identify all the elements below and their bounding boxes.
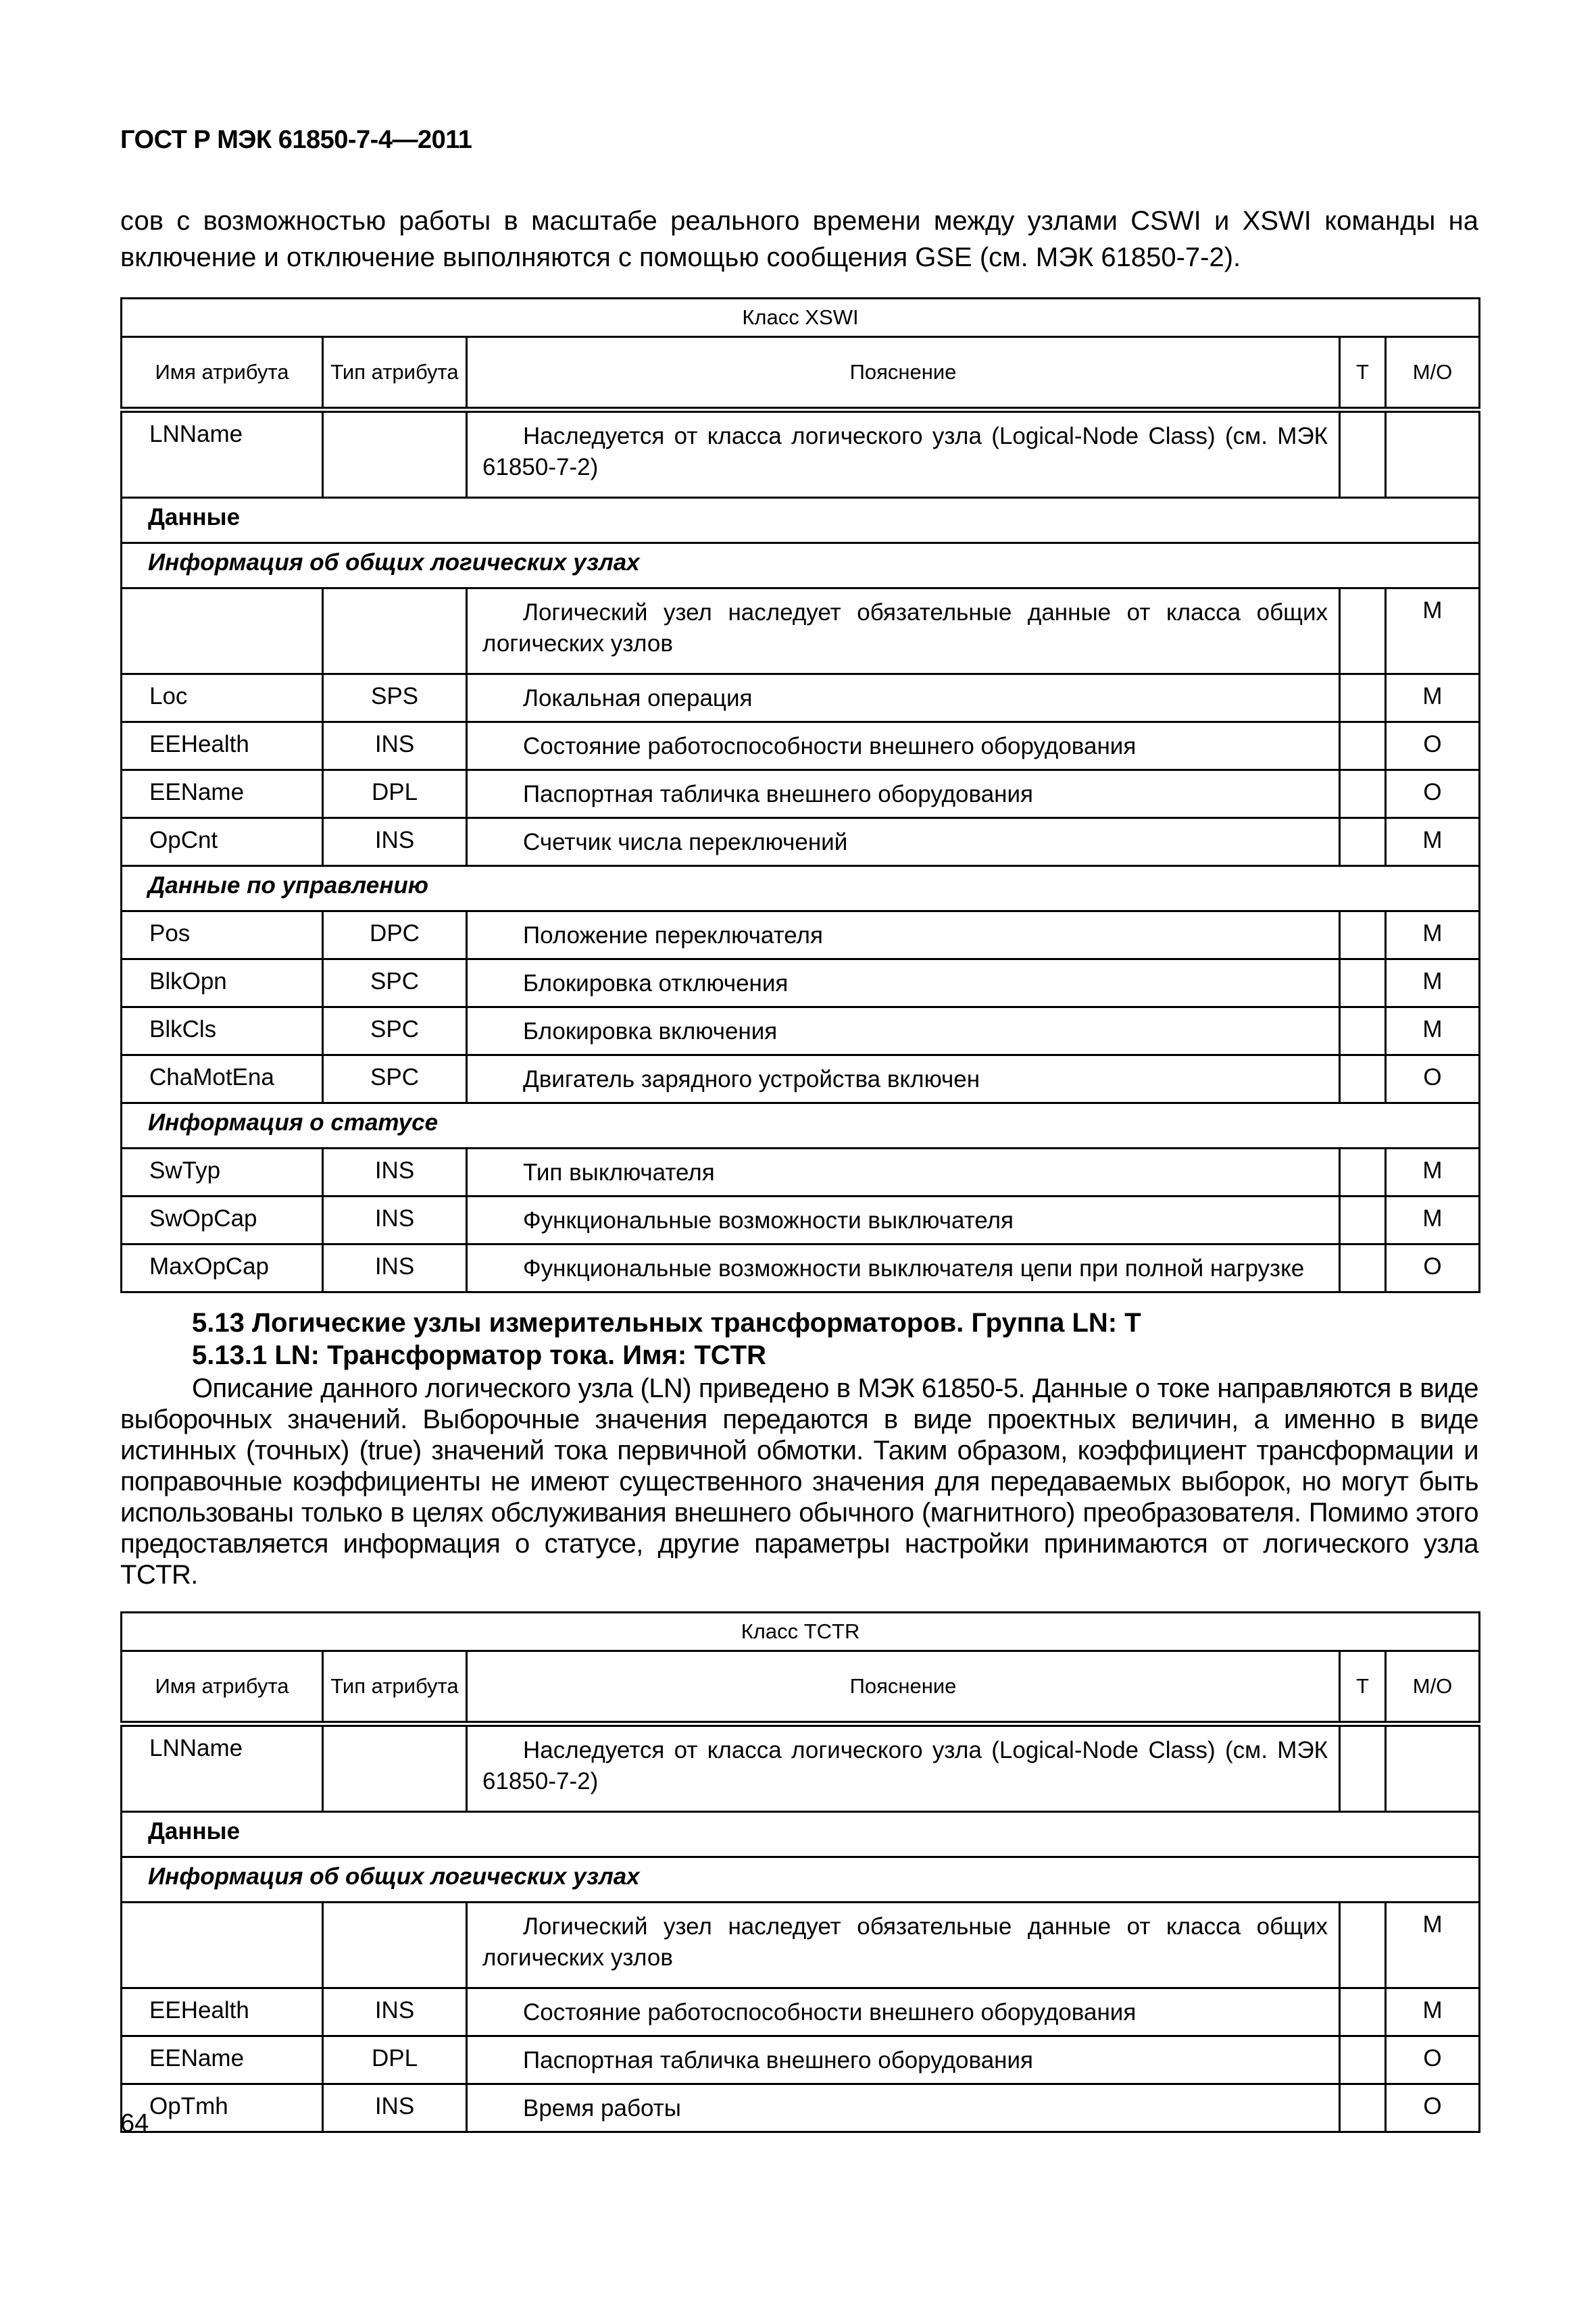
document-header: ГОСТ Р МЭК 61850-7-4—2011 bbox=[120, 126, 472, 154]
explanation-text: Состояние работоспособности внешнего оборудования bbox=[523, 1999, 1137, 2026]
table-row bbox=[122, 1244, 1480, 1292]
table-header-row bbox=[122, 1651, 1480, 1724]
attribute-mo: M bbox=[1386, 959, 1480, 1007]
explanation-text: Паспортная табличка внешнего оборудования bbox=[523, 781, 1034, 807]
table-row bbox=[122, 2084, 1480, 2132]
attribute-type: INS bbox=[323, 818, 467, 866]
attribute-name bbox=[122, 588, 323, 674]
section-label: Информация об общих логических узлах bbox=[122, 1857, 1480, 1903]
attribute-explanation bbox=[467, 722, 1340, 770]
attribute-name: BlkCls bbox=[122, 1007, 323, 1055]
table-row bbox=[122, 770, 1480, 818]
attribute-name: EEHealth bbox=[122, 722, 323, 770]
attribute-mo: O bbox=[1386, 2036, 1480, 2084]
section-row bbox=[122, 543, 1480, 588]
attribute-explanation bbox=[467, 1724, 1340, 1812]
attribute-explanation bbox=[467, 674, 1340, 722]
attribute-t bbox=[1340, 911, 1386, 959]
attribute-name: BlkOpn bbox=[122, 959, 323, 1007]
section-row bbox=[122, 1857, 1480, 1903]
attribute-explanation bbox=[467, 588, 1340, 674]
section-label: Информация о статусе bbox=[122, 1103, 1480, 1149]
attribute-type: INS bbox=[323, 1244, 467, 1292]
attribute-type: SPC bbox=[323, 1055, 467, 1103]
attribute-t bbox=[1340, 770, 1386, 818]
attribute-explanation bbox=[467, 1007, 1340, 1055]
attribute-name: LNName bbox=[122, 410, 323, 498]
attribute-type: DPC bbox=[323, 911, 467, 959]
attribute-t bbox=[1340, 722, 1386, 770]
attribute-name: SwTyp bbox=[122, 1149, 323, 1197]
column-header-type: Тип атрибута bbox=[323, 1651, 467, 1724]
section-label: Данные по управлению bbox=[122, 866, 1480, 911]
section-row bbox=[122, 498, 1480, 543]
explanation-text: Логический узел наследует обязательные данные от класса общих логических узлов bbox=[482, 1913, 1328, 1971]
attribute-name: EEName bbox=[122, 770, 323, 818]
explanation-text: Тип выключателя bbox=[523, 1159, 715, 1186]
explanation-text: Состояние работоспособности внешнего оборудования bbox=[523, 733, 1137, 759]
attribute-name: OpTmh bbox=[122, 2084, 323, 2132]
attribute-name: EEHealth bbox=[122, 1988, 323, 2036]
attribute-type: SPS bbox=[323, 674, 467, 722]
attribute-mo: M bbox=[1386, 1903, 1480, 1988]
attribute-explanation bbox=[467, 410, 1340, 498]
attribute-name: ChaMotEna bbox=[122, 1055, 323, 1103]
attribute-t bbox=[1340, 1724, 1386, 1812]
attribute-mo bbox=[1386, 410, 1480, 498]
attribute-mo: M bbox=[1386, 1007, 1480, 1055]
attribute-mo bbox=[1386, 1724, 1480, 1812]
section-label: Данные bbox=[122, 1812, 1480, 1857]
attribute-mo: M bbox=[1386, 588, 1480, 674]
attribute-t bbox=[1340, 1055, 1386, 1103]
column-header-t: T bbox=[1340, 337, 1386, 410]
table-title: Класс XSWI bbox=[122, 299, 1480, 337]
attribute-type: SPC bbox=[323, 959, 467, 1007]
attribute-t bbox=[1340, 2084, 1386, 2132]
table-class-tctr bbox=[120, 1611, 1480, 2133]
attribute-name: SwOpCap bbox=[122, 1197, 323, 1244]
attribute-mo: M bbox=[1386, 818, 1480, 866]
column-header-name: Имя атрибута bbox=[122, 337, 323, 410]
explanation-text: Наследуется от класса логического узла (Logical-Node Class) (см. МЭК 61850-7-2) bbox=[482, 423, 1328, 480]
section-paragraph: Описание данного логического узла (LN) приведено в МЭК 61850-5. Данные о токе направляются в виде выборочных значений. Выборочные значения передаются в виде проектных величин, а именно в виде истинных (точных) (true) значений тока первичной обмотки. Таким образом, коэффициент трансформации и поправочные коэффициенты не имеют существенного значения для передаваемых выборок, но могут быть использованы только в целях обслуживания внешнего обычного (магнитного) преобразователя. Помимо этого предоставляется информация о статусе, другие параметры настройки принимаются от логического узла TCTR. bbox=[120, 1374, 1478, 1590]
attribute-t bbox=[1340, 959, 1386, 1007]
attribute-explanation bbox=[467, 1903, 1340, 1988]
section-row bbox=[122, 1812, 1480, 1857]
attribute-t bbox=[1340, 1903, 1386, 1988]
subsection-heading-5-13-1: 5.13.1 LN: Трансформатор тока. Имя: TCTR bbox=[192, 1340, 766, 1370]
attribute-type: DPL bbox=[323, 770, 467, 818]
table-row bbox=[122, 410, 1480, 498]
table-title-row bbox=[122, 299, 1480, 337]
attribute-mo: M bbox=[1386, 1988, 1480, 2036]
column-header-type: Тип атрибута bbox=[323, 337, 467, 410]
attribute-name bbox=[122, 1903, 323, 1988]
attribute-mo: M bbox=[1386, 1149, 1480, 1197]
explanation-text: Функциональные возможности выключателя bbox=[523, 1207, 1014, 1234]
attribute-t bbox=[1340, 1244, 1386, 1292]
explanation-text: Время работы bbox=[523, 2095, 681, 2121]
attribute-type: INS bbox=[323, 722, 467, 770]
table-row bbox=[122, 959, 1480, 1007]
attribute-explanation bbox=[467, 1197, 1340, 1244]
explanation-text: Паспортная табличка внешнего оборудования bbox=[523, 2047, 1034, 2073]
attribute-explanation bbox=[467, 1055, 1340, 1103]
explanation-text: Блокировка включения bbox=[523, 1018, 778, 1045]
attribute-explanation bbox=[467, 911, 1340, 959]
page-number: 64 bbox=[120, 2109, 149, 2138]
attribute-type bbox=[323, 1903, 467, 1988]
attribute-type bbox=[323, 1724, 467, 1812]
table-row bbox=[122, 1007, 1480, 1055]
table-row bbox=[122, 818, 1480, 866]
explanation-text: Наследуется от класса логического узла (Logical-Node Class) (см. МЭК 61850-7-2) bbox=[482, 1737, 1328, 1794]
table-title: Класс TCTR bbox=[122, 1613, 1480, 1651]
attribute-explanation bbox=[467, 1244, 1340, 1292]
attribute-name: OpCnt bbox=[122, 818, 323, 866]
section-heading-5-13: 5.13 Логические узлы измерительных трансформаторов. Группа LN: T bbox=[192, 1308, 1141, 1338]
table-row bbox=[122, 1149, 1480, 1197]
attribute-type bbox=[323, 410, 467, 498]
attribute-explanation bbox=[467, 959, 1340, 1007]
attribute-t bbox=[1340, 1149, 1386, 1197]
section-label: Информация об общих логических узлах bbox=[122, 543, 1480, 588]
attribute-name: Loc bbox=[122, 674, 323, 722]
attribute-mo: M bbox=[1386, 674, 1480, 722]
attribute-t bbox=[1340, 674, 1386, 722]
attribute-type: INS bbox=[323, 2084, 467, 2132]
attribute-explanation bbox=[467, 770, 1340, 818]
attribute-mo: O bbox=[1386, 1055, 1480, 1103]
table-title-row bbox=[122, 1613, 1480, 1651]
attribute-name: Pos bbox=[122, 911, 323, 959]
table-row bbox=[122, 1903, 1480, 1988]
column-header-name: Имя атрибута bbox=[122, 1651, 323, 1724]
explanation-text: Положение переключателя bbox=[523, 922, 823, 949]
explanation-text: Локальная операция bbox=[523, 685, 753, 711]
column-header-explanation: Пояснение bbox=[467, 1651, 1340, 1724]
attribute-type: DPL bbox=[323, 2036, 467, 2084]
attribute-t bbox=[1340, 1197, 1386, 1244]
column-header-mo: М/О bbox=[1386, 1651, 1480, 1724]
intro-paragraph: сов с возможностью работы в масштабе реального времени между узлами CSWI и XSWI команды на включение и отключение выполняются с помощью сообщения GSE (см. МЭК 61850-7-2). bbox=[120, 206, 1479, 272]
attribute-mo: O bbox=[1386, 770, 1480, 818]
attribute-t bbox=[1340, 1007, 1386, 1055]
table-row bbox=[122, 2036, 1480, 2084]
column-header-explanation: Пояснение bbox=[467, 337, 1340, 410]
table-row bbox=[122, 911, 1480, 959]
attribute-explanation bbox=[467, 2036, 1340, 2084]
attribute-explanation bbox=[467, 2084, 1340, 2132]
explanation-text: Логический узел наследует обязательные данные от класса общих логических узлов bbox=[482, 599, 1328, 657]
column-header-mo: М/О bbox=[1386, 337, 1480, 410]
section-row bbox=[122, 1103, 1480, 1149]
attribute-type: INS bbox=[323, 1149, 467, 1197]
table-row bbox=[122, 1724, 1480, 1812]
explanation-text: Двигатель зарядного устройства включен bbox=[523, 1066, 980, 1092]
explanation-text: Функциональные возможности выключателя цепи при полной нагрузке bbox=[523, 1255, 1305, 1282]
column-header-t: T bbox=[1340, 1651, 1386, 1724]
attribute-name: LNName bbox=[122, 1724, 323, 1812]
table-class-xswi bbox=[120, 297, 1480, 1293]
attribute-type: SPC bbox=[323, 1007, 467, 1055]
table-row bbox=[122, 722, 1480, 770]
attribute-name: EEName bbox=[122, 2036, 323, 2084]
attribute-type bbox=[323, 588, 467, 674]
table-row bbox=[122, 1197, 1480, 1244]
attribute-t bbox=[1340, 588, 1386, 674]
attribute-mo: M bbox=[1386, 911, 1480, 959]
attribute-t bbox=[1340, 2036, 1386, 2084]
table-row bbox=[122, 674, 1480, 722]
attribute-explanation bbox=[467, 1149, 1340, 1197]
attribute-explanation bbox=[467, 1988, 1340, 2036]
attribute-t bbox=[1340, 1988, 1386, 2036]
section-label: Данные bbox=[122, 498, 1480, 543]
table-row bbox=[122, 1988, 1480, 2036]
attribute-mo: O bbox=[1386, 2084, 1480, 2132]
attribute-mo: M bbox=[1386, 1197, 1480, 1244]
section-row bbox=[122, 866, 1480, 911]
attribute-mo: O bbox=[1386, 1244, 1480, 1292]
table-row bbox=[122, 1055, 1480, 1103]
explanation-text: Счетчик числа переключений bbox=[523, 829, 848, 855]
table-row bbox=[122, 588, 1480, 674]
table-header-row bbox=[122, 337, 1480, 410]
attribute-mo: O bbox=[1386, 722, 1480, 770]
attribute-explanation bbox=[467, 818, 1340, 866]
attribute-t bbox=[1340, 818, 1386, 866]
attribute-name: MaxOpCap bbox=[122, 1244, 323, 1292]
attribute-type: INS bbox=[323, 1988, 467, 2036]
attribute-type: INS bbox=[323, 1197, 467, 1244]
explanation-text: Блокировка отключения bbox=[523, 970, 789, 997]
attribute-t bbox=[1340, 410, 1386, 498]
